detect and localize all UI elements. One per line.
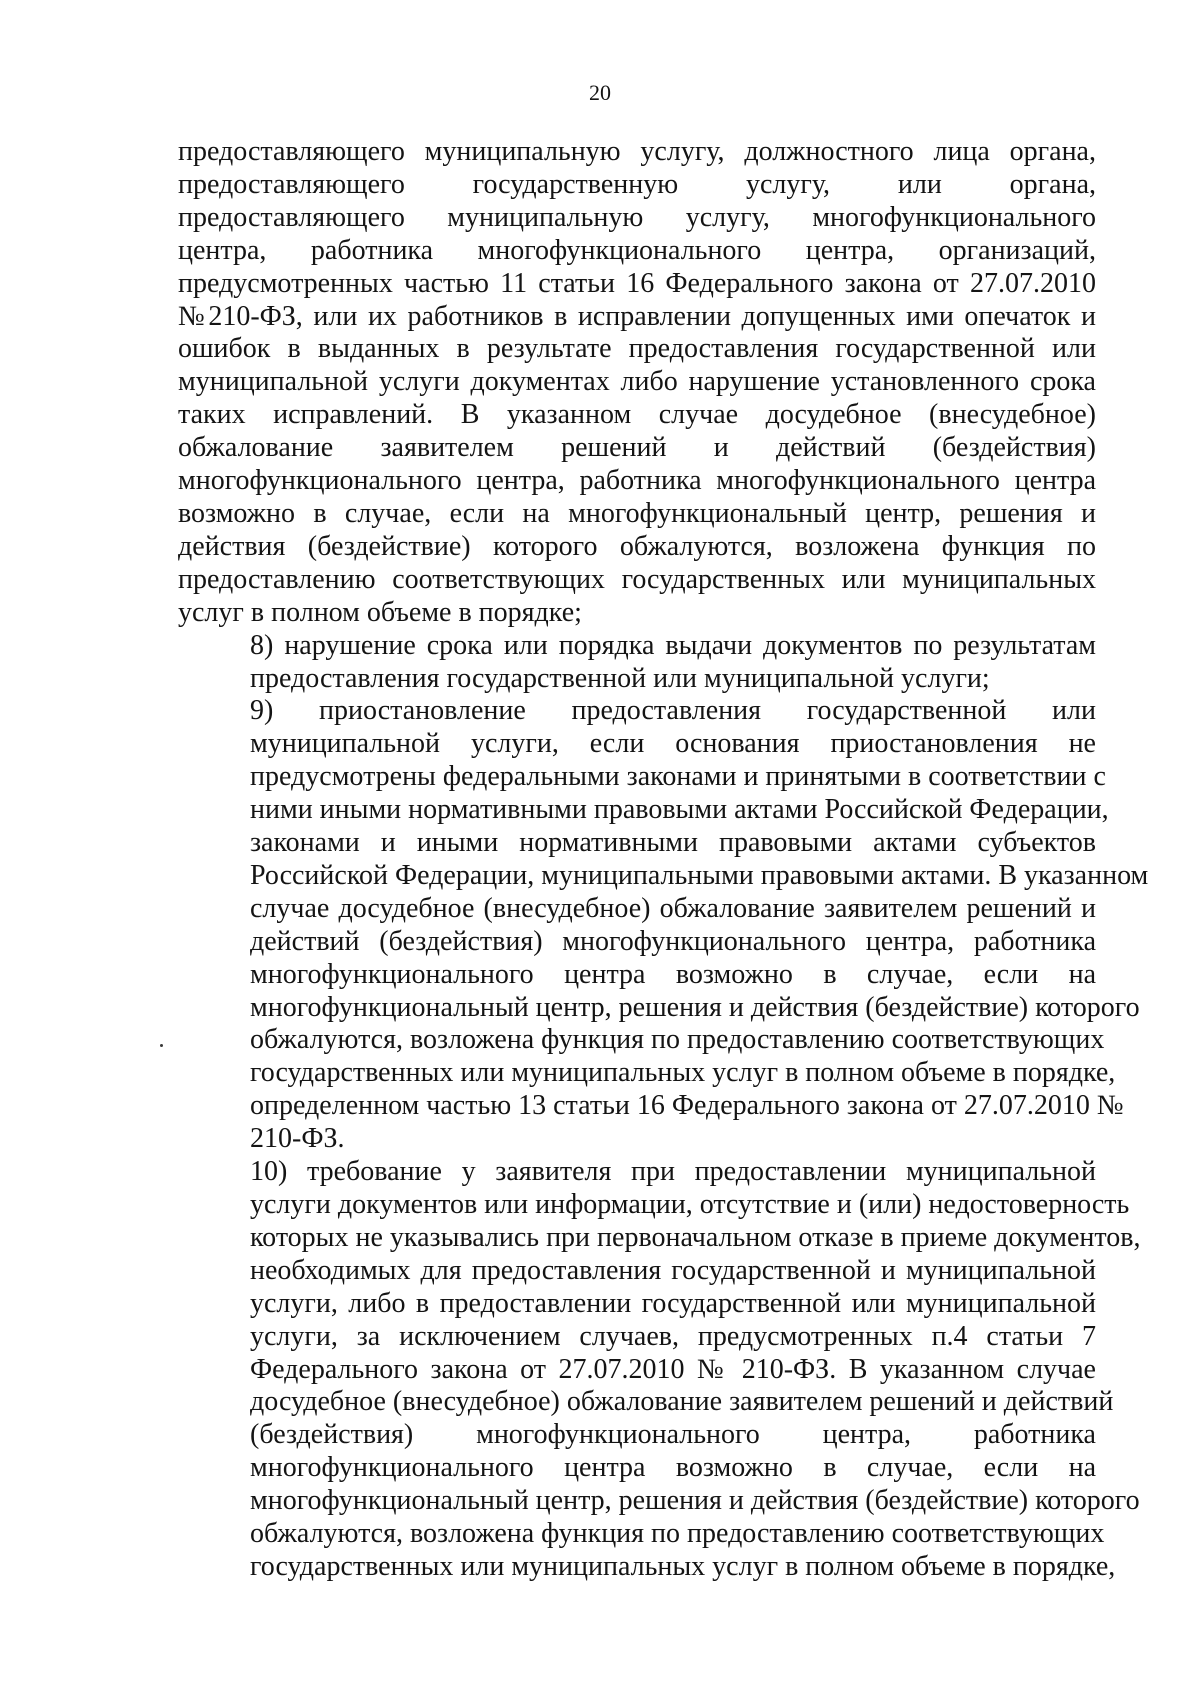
text-line: предоставлению соответствующих государственных или муниципальных [178, 563, 1096, 595]
text-line: обжалование заявителем решений и действий (бездействия) [178, 432, 1096, 464]
paragraph-item-9 [178, 695, 1149, 1156]
text-line: предоставляющего государственную услугу, или органа, [178, 168, 1096, 200]
text-line: услуги документов или информации, отсутствие и (или) недостоверность [250, 1189, 1130, 1220]
text-line: необходимых для предоставления государственной и муниципальной [250, 1254, 1096, 1286]
text-line: действия (бездействие) которого обжалуются, возложена функция по [178, 530, 1096, 562]
text-line: досудебное (внесудебное) обжалование заявителем решений и действий [250, 1386, 1114, 1418]
text-line: предоставляющего муниципальную услугу, многофункционального [178, 201, 1096, 233]
text-line: предусмотренных частью 11 статьи 16 Федерального закона от 27.07.2010 [178, 267, 1096, 299]
text-line: центра, работника многофункционального центра, организаций, [178, 234, 1096, 266]
text-line: 10) требование у заявителя при предоставлении муниципальной [250, 1156, 1096, 1188]
text-line: ошибок в выданных в результате предоставления государственной или [178, 333, 1096, 365]
text-line: государственных или муниципальных услуг в полном объеме в порядке, [250, 1550, 1116, 1582]
text-line: Федерального закона от 27.07.2010 № 210-ФЗ. В указанном случае [250, 1353, 1096, 1385]
text-line: Российской Федерации, муниципальными правовыми актами. В указанном [250, 859, 1149, 891]
text-line: многофункционального центра возможно в случае, если на [250, 958, 1096, 990]
text-line: №210-ФЗ, или их работников в исправлении допущенных ими опечаток и [178, 300, 1096, 332]
text-line: таких исправлений. В указанном случае досудебное (внесудебное) [178, 399, 1096, 431]
paragraph-item-8 [178, 630, 1096, 696]
text-line: услуг в полном объеме в порядке; [178, 596, 582, 628]
text-line: муниципальной услуги документах либо нарушение установленного срока [178, 366, 1096, 398]
text-line: услуги, за исключением случаев, предусмотренных п.4 статьи 7 [250, 1320, 1096, 1352]
text-line: предусмотрены федеральными законами и принятыми в соответствии с [250, 761, 1106, 793]
text-line: обжалуются, возложена функция по предоставлению соответствующих [250, 1024, 1105, 1056]
text-line: многофункционального центра возможно в случае, если на [250, 1452, 1096, 1484]
paragraph-appeal-continuation [178, 136, 1096, 630]
text-line: услуги, либо в предоставлении государственной или муниципальной [250, 1287, 1096, 1319]
paragraph-item-10 [178, 1156, 1141, 1584]
text-line: многофункционального центра, работника многофункционального центра [178, 465, 1096, 497]
text-line: ними иными нормативными правовыми актами Российской Федерации, [250, 794, 1109, 826]
text-line: муниципальной услуги, если основания приостановления не [250, 728, 1096, 760]
text-line: которых не указывались при первоначальном отказе в приеме документов, [250, 1221, 1141, 1253]
text-line: 8) нарушение срока или порядка выдачи документов по результатам [250, 629, 1096, 661]
text-line: предоставления государственной или муниципальной услуги; [250, 662, 990, 694]
text-line: многофункциональный центр, решения и действия (бездействие) которого [250, 1485, 1140, 1517]
text-line: многофункциональный центр, решения и действия (бездействие) которого [250, 991, 1140, 1023]
page-number: 20 [589, 80, 611, 105]
text-line: (бездействия) многофункционального центра, работника [250, 1419, 1096, 1451]
text-line: обжалуются, возложена функция по предоставлению соответствующих [250, 1518, 1105, 1550]
text-line: государственных или муниципальных услуг в полном объеме в порядке, [250, 1057, 1116, 1089]
text-line: предоставляющего муниципальную услугу, должностного лица органа, [178, 136, 1096, 167]
document-body [178, 136, 1149, 1584]
text-line: 210-ФЗ. [250, 1123, 345, 1155]
text-line: определенном частью 13 статьи 16 Федерального закона от 27.07.2010 № [250, 1090, 1124, 1122]
text-line: случае досудебное (внесудебное) обжалование заявителем решений и [250, 892, 1096, 924]
scan-speck [160, 1044, 163, 1047]
text-line: действий (бездействия) многофункционального центра, работника [250, 925, 1096, 957]
text-line: 9) приостановление предоставления государственной или [250, 695, 1096, 727]
text-line: законами и иными нормативными правовыми актами субъектов [250, 827, 1096, 859]
text-line: возможно в случае, если на многофункциональный центр, решения и [178, 497, 1096, 529]
